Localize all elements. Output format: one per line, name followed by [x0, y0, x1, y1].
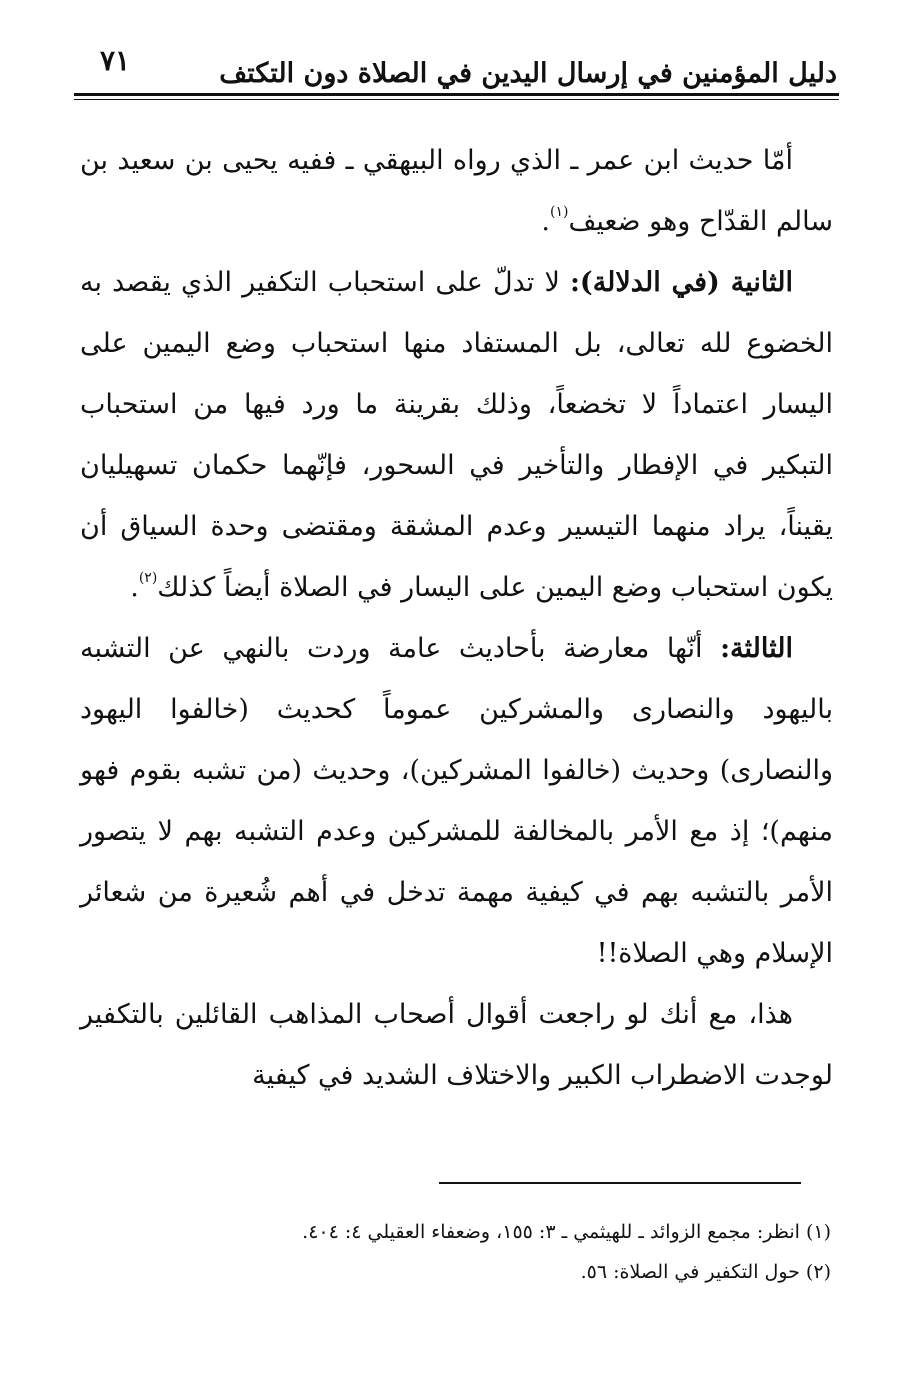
paragraph-text: هذا، مع أنك لو راجعت أقوال أصحاب المذاهب القائلين بالتكفير لوجدت الاضطراب الكبير والاختلاف الشديد في كيفية	[80, 999, 833, 1091]
paragraph-4	[80, 984, 833, 1106]
footnote-ref: (٢)	[138, 570, 158, 586]
paragraph-2	[80, 252, 833, 618]
page-number: ٧١	[100, 44, 131, 78]
page-header	[76, 38, 837, 90]
paragraph-lead: الثالثة:	[720, 633, 793, 664]
paragraph-1	[80, 130, 833, 252]
footnote-2: (٢) حول التكفير في الصلاة: ٥٦.	[580, 1261, 831, 1283]
paragraph-lead: الثانية (في الدلالة):	[569, 267, 794, 298]
paragraph-tail: .	[130, 572, 139, 603]
footnote-separator	[439, 1182, 801, 1184]
header-rule-thin	[74, 99, 839, 100]
body-text	[80, 130, 833, 1106]
paragraph-3	[80, 618, 833, 984]
paragraph-text: أنّها معارضة بأحاديث عامة وردت بالنهي عن التشبه باليهود والنصارى والمشركين عموماً كحديث (خالفوا اليهود والنصارى) وحديث (خالفوا المشركين)، وحديث (من تشبه بقوم فهو منهم)؛ إذ مع الأمر بالمخالفة للمشركين وعدم التشبه بهم لا يتصور الأمر بالتشبه بهم في كيفية مهمة تدخل في أهم شُعيرة من شعائر الإسلام وهي الصلاة!!	[80, 633, 833, 969]
footnotes	[80, 1212, 831, 1292]
footnote-1: (١) انظر: مجمع الزوائد ـ للهيثمي ـ ٣: ١٥٥، وضعفاء العقيلي ٤: ٤٠٤.	[302, 1221, 831, 1243]
footnote-ref: (١)	[549, 204, 569, 220]
paragraph-text: لا تدلّ على استحباب التكفير الذي يقصد به الخضوع لله تعالى، بل المستفاد منها استحباب وضع اليمين على اليسار اعتماداً لا تخضعاً، وذلك بقرينة ما ورد فيها من استحباب التبكير في الإفطار والتأخير في السحور، فإنّهما حكمان تسهيليان يقيناً، يراد منهما التيسير وعدم المشقة ومقتضى وحدة السياق أن يكون استحباب وضع اليمين على اليسار في الصلاة أيضاً كذلك	[80, 267, 833, 603]
paragraph-tail: .	[541, 206, 550, 237]
running-title: دليل المؤمنين في إرسال اليدين في الصلاة دون التكتف	[219, 57, 837, 89]
paragraph-text: أمّا حديث ابن عمر ـ الذي رواه البيهقي ـ ففيه يحيى بن سعيد بن سالم القدّاح وهو ضعيف	[80, 145, 833, 237]
header-rule	[74, 93, 839, 96]
